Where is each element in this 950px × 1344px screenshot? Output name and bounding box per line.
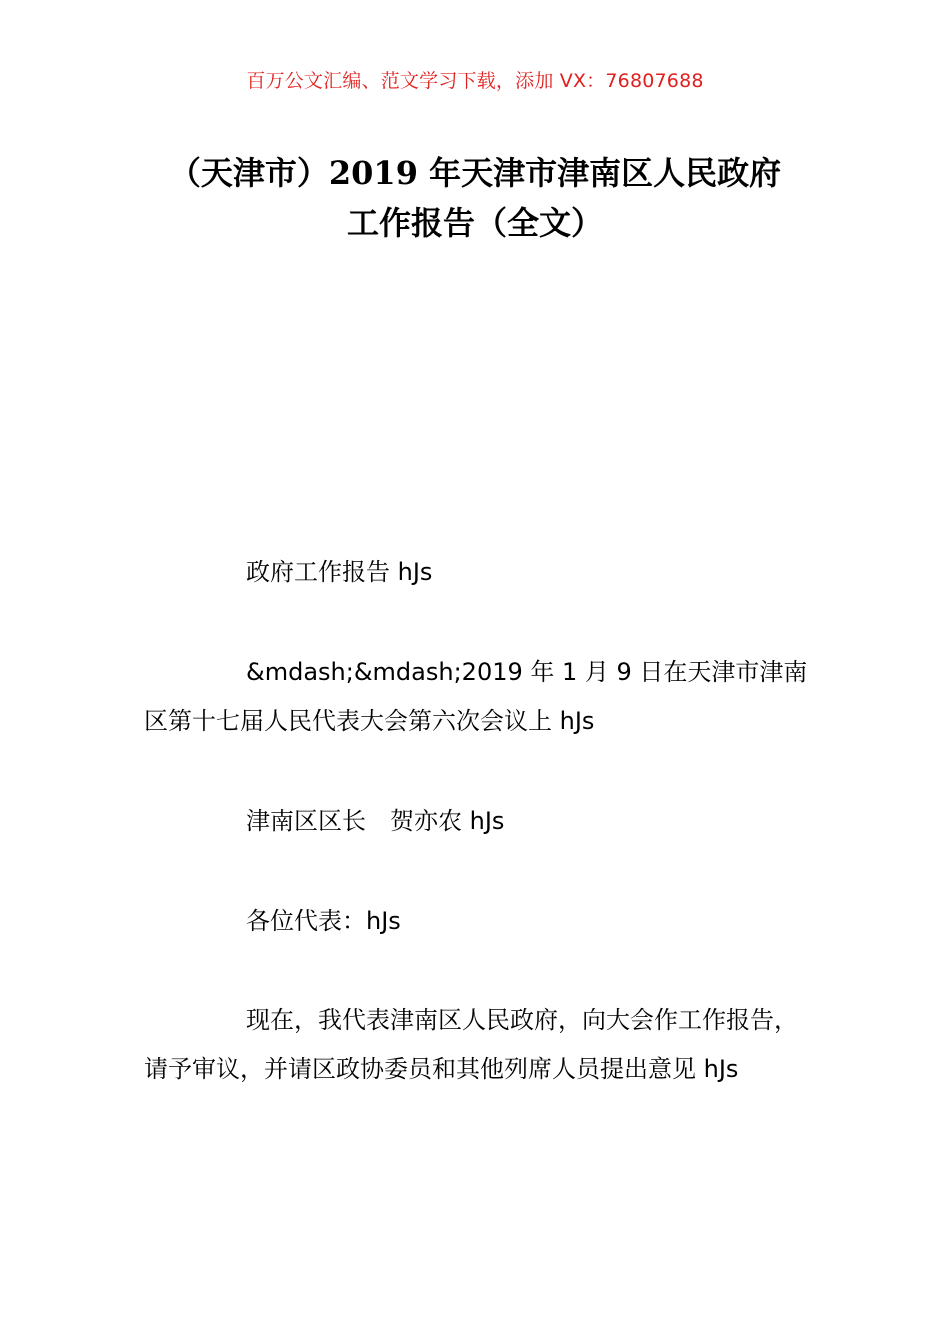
paragraph-opening: 现在，我代表津南区人民政府，向大会作工作报告，请予审议，并请区政协委员和其他列席人员提出意见 hJs (144, 1006, 798, 1083)
paragraph-speaker: 津南区区长 贺亦农 hJs (246, 807, 505, 835)
document-title (120, 148, 830, 248)
watermark-header: 百万公文汇编、范文学习下载，添加 VX：76807688 (246, 70, 704, 92)
paragraph-meeting-date: &mdash;&mdash;2019 年 1 月 9 日在天津市津南区第十七届人民代表大会第六次会议上 hJs (144, 658, 808, 735)
paragraph-report-heading: 政府工作报告 hJs (246, 558, 433, 586)
document-title-line-2: 工作报告（全文） (346, 204, 603, 242)
document-title-line-1: （天津市）2019 年天津市津南区人民政府 (168, 154, 782, 192)
paragraph-salutation: 各位代表：hJs (246, 907, 401, 935)
